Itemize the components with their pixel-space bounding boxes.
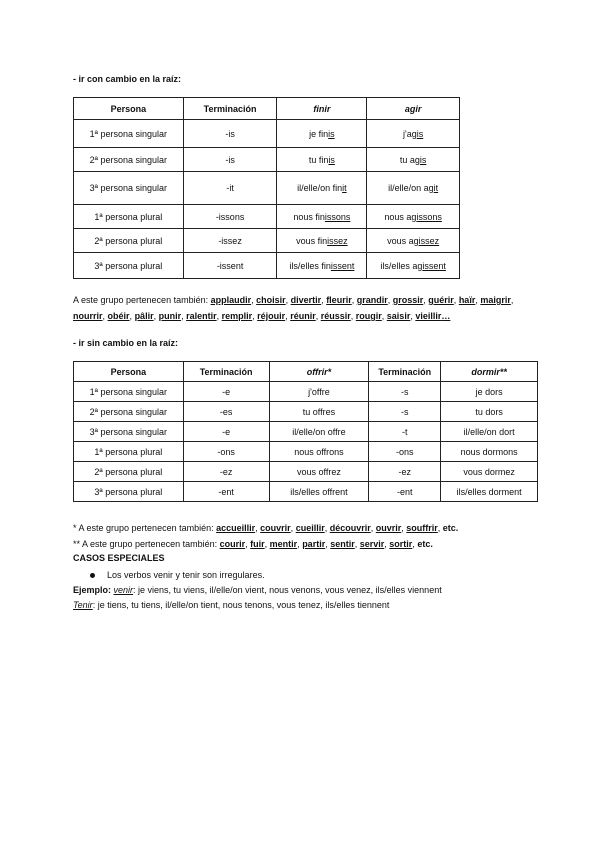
- verb-link: réjouir: [257, 311, 286, 321]
- persona-cell: 3ª persona plural: [74, 482, 184, 502]
- persona-cell: 1ª persona plural: [74, 442, 184, 462]
- agir-cell: [367, 120, 460, 148]
- terminacion-cell: -ent: [183, 482, 269, 502]
- verb-link: sentir: [330, 539, 355, 549]
- terminacion-cell: -s: [369, 382, 441, 402]
- table-row: [74, 205, 460, 229]
- header-finir: finir: [277, 98, 367, 120]
- table-row: [74, 120, 460, 148]
- table-row: [74, 462, 538, 482]
- ejemplo-venir-line: Ejemplo: venir: je viens, tu viens, il/elle/on vient, nous venons, vous venez, ils/elles viennent: [73, 585, 442, 595]
- stem-text: il/elle/on ag: [388, 183, 434, 193]
- stem-text: tu ag: [399, 154, 420, 165]
- note-suffix: etc.: [440, 523, 459, 533]
- dormir-cell: je dors: [441, 382, 538, 402]
- finir-cell: [277, 120, 367, 148]
- verb-link: fleurir: [326, 295, 352, 305]
- verb-link: fuir: [250, 539, 265, 549]
- separator: ,: [264, 539, 270, 549]
- table-row: [74, 172, 460, 205]
- venir-text: : je viens, tu viens, il/elle/on vient, nous venons, vous venez, ils/elles viennent: [133, 585, 442, 595]
- terminacion-cell: -issent: [183, 253, 277, 279]
- dormir-cell: nous dormons: [441, 442, 538, 462]
- header-terminacion-2: Terminación: [369, 362, 441, 382]
- header-terminacion: Terminación: [183, 98, 277, 120]
- separator: ,: [255, 523, 261, 533]
- ending-text: is: [328, 154, 335, 165]
- list-suffix: …: [441, 311, 451, 321]
- offrir-cell: tu offres: [269, 402, 369, 422]
- terminacion-cell: -is: [183, 148, 277, 172]
- persona-cell: 2ª persona plural: [74, 462, 184, 482]
- verb-link: punir: [158, 311, 182, 321]
- stem-text: vous fin: [296, 235, 328, 246]
- terminacion-cell: -issez: [183, 229, 277, 253]
- separator: ,: [315, 311, 321, 321]
- separator: ,: [475, 295, 481, 305]
- header-offrir: offrir*: [269, 362, 369, 382]
- header-persona: Persona: [74, 362, 184, 382]
- offrir-cell: ils/elles offrent: [269, 482, 369, 502]
- note-dormir: [73, 539, 433, 549]
- terminacion-cell: -e: [183, 382, 269, 402]
- separator: ,: [251, 295, 257, 305]
- dormir-cell: vous dormez: [441, 462, 538, 482]
- verb-link: ouvrir: [375, 523, 402, 533]
- separator: ,: [245, 539, 251, 549]
- verb-link: obéir: [107, 311, 130, 321]
- separator: ,: [401, 523, 407, 533]
- verb-link: servir: [359, 539, 385, 549]
- ending-text: is: [419, 154, 427, 165]
- separator: ,: [321, 295, 327, 305]
- separator: ,: [102, 311, 108, 321]
- verb-link: grandir: [356, 295, 388, 305]
- stem-text: j'ag: [403, 128, 417, 139]
- separator: ,: [325, 539, 331, 549]
- verb-link: ralentir: [186, 311, 217, 321]
- separator: ,: [351, 295, 357, 305]
- finir-cell: [277, 148, 367, 172]
- dormir-cell: ils/elles dorment: [441, 482, 538, 502]
- table-ir-con-cambio: [73, 97, 460, 279]
- verb-link: souffrir: [406, 523, 438, 533]
- bullet-icon: [90, 573, 95, 578]
- persona-cell: 1ª persona plural: [74, 205, 184, 229]
- list-prefix: A este grupo pertenecen también:: [73, 295, 211, 305]
- also-paragraph-1: [73, 292, 533, 324]
- header-agir: agir: [367, 98, 460, 120]
- terminacion-cell: -e: [183, 422, 269, 442]
- persona-cell: 3ª persona singular: [74, 422, 184, 442]
- persona-cell: 2ª persona singular: [74, 148, 184, 172]
- casos-especiales-heading: CASOS ESPECIALES: [73, 553, 165, 563]
- verb-link: mentir: [269, 539, 298, 549]
- header-persona: Persona: [74, 98, 184, 120]
- ending-text: issent: [422, 260, 446, 271]
- table-row: [74, 382, 538, 402]
- offrir-cell: nous offrons: [269, 442, 369, 462]
- separator: ,: [381, 311, 387, 321]
- separator: ,: [384, 539, 390, 549]
- verb-link: découvrir: [329, 523, 371, 533]
- terminacion-cell: -t: [369, 422, 441, 442]
- ending-text: issez: [418, 235, 440, 246]
- separator: ,: [350, 311, 356, 321]
- stem-text: ils/elles fin: [289, 260, 331, 271]
- verb-link: grossir: [392, 295, 424, 305]
- separator: ,: [285, 311, 291, 321]
- separator: ,: [285, 295, 291, 305]
- separator: ,: [423, 295, 429, 305]
- stem-text: je fin: [309, 128, 329, 139]
- stem-text: vous ag: [387, 235, 419, 246]
- separator: ,: [153, 311, 159, 321]
- verb-link: réunir: [290, 311, 316, 321]
- persona-cell: 2ª persona singular: [74, 402, 184, 422]
- venir-label: venir: [113, 585, 134, 595]
- finir-cell: [277, 229, 367, 253]
- tenir-text: : je tiens, tu tiens, il/elle/on tient, nous tenons, vous tenez, ils/elles tiennent: [92, 600, 390, 610]
- verb-link: saisir: [386, 311, 411, 321]
- table-row: [74, 402, 538, 422]
- verb-link: choisir: [256, 295, 286, 305]
- finir-cell: [277, 253, 367, 279]
- persona-cell: 3ª persona plural: [74, 253, 184, 279]
- table-row: [74, 482, 538, 502]
- table-row: [74, 148, 460, 172]
- ending-text: issons: [416, 211, 442, 222]
- stem-text: nous fin: [293, 211, 325, 222]
- verb-link: réussir: [320, 311, 351, 321]
- separator: ,: [324, 523, 330, 533]
- dormir-cell: il/elle/on dort: [441, 422, 538, 442]
- separator: ,: [412, 539, 415, 549]
- verb-link: rougir: [355, 311, 382, 321]
- terminacion-cell: -it: [183, 172, 277, 205]
- terminacion-cell: -es: [183, 402, 269, 422]
- terminacion-cell: -ons: [183, 442, 269, 462]
- verb-link: partir: [302, 539, 326, 549]
- agir-cell: [367, 148, 460, 172]
- table-ir-sin-cambio: [73, 361, 538, 502]
- separator: ,: [437, 523, 441, 533]
- verb-link: vieillir: [415, 311, 442, 321]
- ending-text: is: [416, 128, 424, 139]
- stem-text: il/elle/on fin: [297, 183, 343, 193]
- separator: ,: [387, 295, 393, 305]
- bullet-item: [90, 570, 265, 580]
- note-prefix: * A este grupo pertenecen también:: [73, 523, 217, 533]
- stem-text: nous ag: [384, 211, 417, 222]
- stem-text: tu fin: [308, 154, 329, 165]
- separator: ,: [181, 311, 187, 321]
- header-dormir: dormir**: [441, 362, 538, 382]
- separator: ,: [297, 539, 303, 549]
- finir-cell: [277, 205, 367, 229]
- table-row: [74, 442, 538, 462]
- table-row: [74, 422, 538, 442]
- offrir-cell: j'offre: [269, 382, 369, 402]
- verb-link: guérir: [428, 295, 454, 305]
- separator: ,: [252, 311, 258, 321]
- persona-cell: 1ª persona singular: [74, 382, 184, 402]
- table-row: [74, 229, 460, 253]
- persona-cell: 1ª persona singular: [74, 120, 184, 148]
- verb-link: courir: [219, 539, 246, 549]
- separator: ,: [216, 311, 222, 321]
- terminacion-cell: -ez: [369, 462, 441, 482]
- separator: ,: [410, 311, 416, 321]
- section2-heading: - ir sin cambio en la raíz:: [73, 338, 179, 348]
- separator: ,: [453, 295, 459, 305]
- persona-cell: 3ª persona singular: [74, 172, 184, 205]
- terminacion-cell: -ez: [183, 462, 269, 482]
- tenir-line: [73, 600, 389, 610]
- verb-link: nourrir: [73, 311, 103, 321]
- verb-link: couvrir: [260, 523, 291, 533]
- ending-text: it: [433, 183, 439, 193]
- terminacion-cell: -is: [183, 120, 277, 148]
- terminacion-cell: -ent: [369, 482, 441, 502]
- separator: ,: [290, 523, 296, 533]
- separator: ,: [354, 539, 360, 549]
- separator: ,: [510, 295, 514, 305]
- verb-link: divertir: [290, 295, 322, 305]
- header-terminacion: Terminación: [183, 362, 269, 382]
- agir-cell: [367, 205, 460, 229]
- finir-cell: [277, 172, 367, 205]
- verb-link: pâlir: [134, 311, 154, 321]
- verb-link: applaudir: [210, 295, 252, 305]
- verb-link: accueillir: [216, 523, 256, 533]
- table-row: [74, 253, 460, 279]
- verb-link: sortir: [389, 539, 413, 549]
- verb-link: maigrir: [480, 295, 511, 305]
- terminacion-cell: -ons: [369, 442, 441, 462]
- note-suffix: etc.: [414, 539, 433, 549]
- ending-text: is: [328, 128, 335, 139]
- note-prefix: ** A este grupo pertenecen también:: [73, 539, 220, 549]
- ending-text: it: [342, 183, 347, 193]
- agir-cell: [367, 253, 460, 279]
- terminacion-cell: -s: [369, 402, 441, 422]
- persona-cell: 2ª persona plural: [74, 229, 184, 253]
- section1-heading: - ir con cambio en la raíz:: [73, 74, 182, 84]
- verb-link: remplir: [221, 311, 253, 321]
- offrir-cell: vous offrez: [269, 462, 369, 482]
- terminacion-cell: -issons: [183, 205, 277, 229]
- bullet-text: Los verbos venir y tenir son irregulares.: [107, 570, 265, 580]
- tenir-label: Tenir: [73, 600, 93, 610]
- stem-text: ils/elles ag: [380, 260, 423, 271]
- note-offrir: [73, 523, 458, 533]
- verb-link: haïr: [458, 295, 476, 305]
- separator: ,: [129, 311, 135, 321]
- dormir-cell: tu dors: [441, 402, 538, 422]
- ending-text: issons: [324, 211, 351, 222]
- offrir-cell: il/elle/on offre: [269, 422, 369, 442]
- ending-text: issez: [327, 235, 348, 246]
- agir-cell: [367, 172, 460, 205]
- ejemplo-label: Ejemplo: [73, 585, 109, 595]
- ending-text: issent: [330, 260, 355, 271]
- agir-cell: [367, 229, 460, 253]
- verb-link: cueillir: [295, 523, 325, 533]
- separator: ,: [370, 523, 376, 533]
